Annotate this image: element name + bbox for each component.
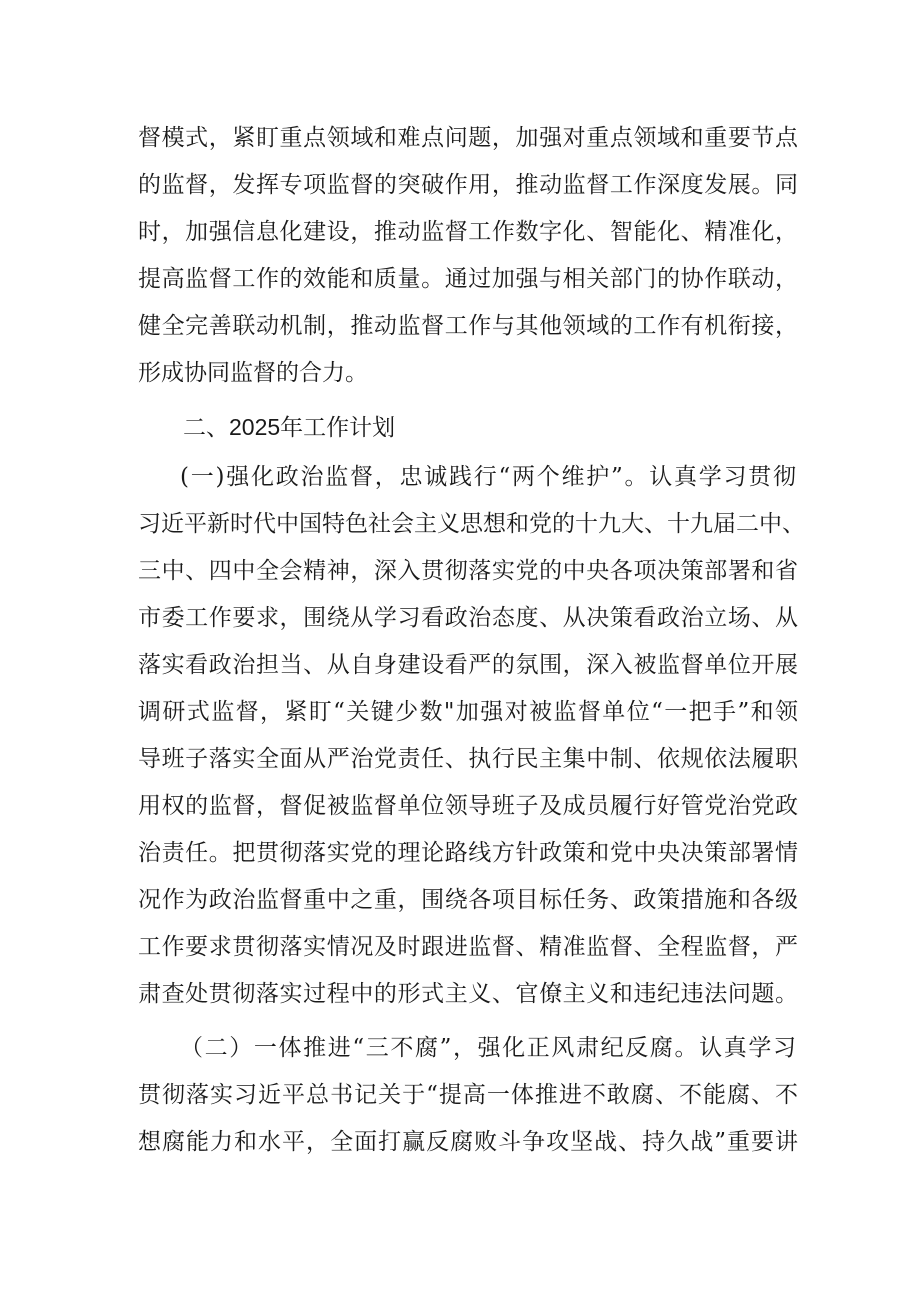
- section-heading-suffix: 年工作计划: [280, 415, 396, 441]
- paragraph-2-line-3: 三中、四中全会精神，深入贯彻落实党的中央各项决策部署和省: [138, 558, 798, 584]
- paragraph-2-line-4: 市委工作要求，围绕从学习看政治态度、从决策看政治立场、从: [138, 605, 798, 631]
- paragraph-3-line-1: （二）一体推进“三不腐”，强化正风肃纪反腐。认真学习: [180, 1035, 796, 1061]
- paragraph-1-line-6: 形成协同监督的合力。: [138, 360, 368, 386]
- paragraph-1-line-3: 时，加强信息化建设，推动监督工作数字化、智能化、精准化，: [138, 219, 798, 245]
- paragraph-2-line-11: 工作要求贯彻落实情况及时跟进监督、精准监督、全程监督，严: [138, 934, 798, 960]
- paragraph-2-line-2: 习近平新时代中国特色社会主义思想和党的十九大、十九届二中、: [138, 511, 805, 537]
- paragraph-3-line-3: 想腐能力和水平，全面打赢反腐败斗争攻坚战、持久战”重要讲: [138, 1129, 798, 1155]
- paragraph-2-line-6: 调研式监督，紧盯“关键少数"加强对被监督单位“一把手”和领: [138, 699, 798, 725]
- paragraph-2-line-9: 治责任。把贯彻落实党的理论路线方针政策和党中央决策部署情: [138, 840, 798, 866]
- section-heading-year: 2025: [229, 414, 281, 440]
- section-heading: [183, 413, 395, 442]
- paragraph-2-line-12: 肃查处贯彻落实过程中的形式主义、官僚主义和违纪违法问题。: [138, 981, 798, 1007]
- paragraph-2-line-10: 况作为政治监督重中之重，围绕各项目标任务、政策措施和各级: [138, 887, 798, 913]
- paragraph-1-line-1: 督模式，紧盯重点领域和难点问题，加强对重点领域和重要节点: [138, 125, 798, 151]
- paragraph-1-line-5: 健全完善联动机制，推动监督工作与其他领域的工作有机衔接，: [138, 313, 798, 339]
- paragraph-3-line-2: 贯彻落实习近平总书记关于“提高一体推进不敢腐、不能腐、不: [138, 1082, 798, 1108]
- paragraph-2-line-8: 用权的监督，督促被监督单位领导班子及成员履行好管党治党政: [138, 793, 798, 819]
- paragraph-1-line-4: 提高监督工作的效能和质量。通过加强与相关部门的协作联动，: [138, 266, 798, 292]
- paragraph-2-line-1: (一)强化政治监督，忠诚践行“两个维护”。认真学习贯彻: [180, 464, 796, 490]
- paragraph-2-line-7: 导班子落实全面从严治党责任、执行民主集中制、依规依法履职: [138, 746, 798, 772]
- paragraph-1-line-2: 的监督，发挥专项监督的突破作用，推动监督工作深度发展。同: [138, 172, 798, 198]
- section-heading-prefix: 二、: [183, 415, 229, 441]
- paragraph-2-line-5: 落实看政治担当、从自身建设看严的氛围，深入被监督单位开展: [138, 652, 798, 678]
